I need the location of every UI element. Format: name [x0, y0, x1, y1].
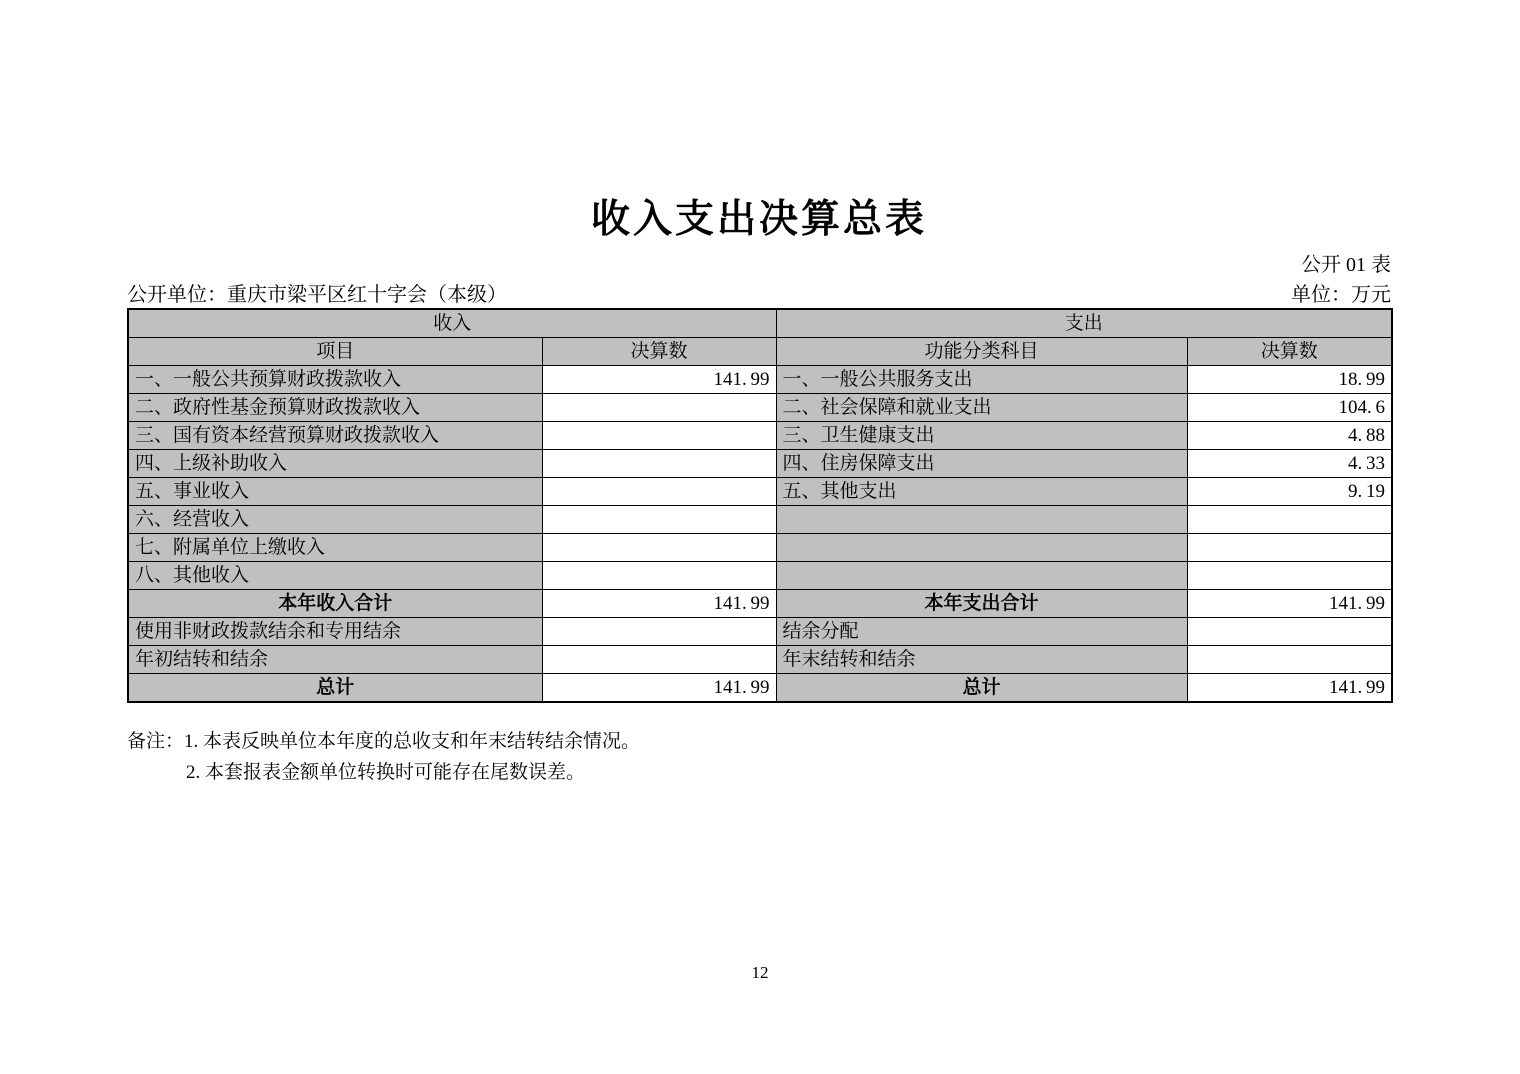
table-row: [128, 366, 1392, 394]
expense-value-cell: [1187, 534, 1392, 562]
expense-item-cell: 二、社会保障和就业支出: [776, 394, 1187, 422]
note-line: 2. 本套报表金额单位转换时可能存在尾数误差。: [186, 762, 586, 783]
income-value-cell: [542, 646, 776, 674]
income-item-cell: 四、上级补助收入: [128, 450, 542, 478]
table-row: [128, 534, 1392, 562]
expense-item-cell: 一、一般公共服务支出: [776, 366, 1187, 394]
income-value-cell: 141. 99: [542, 674, 776, 703]
page-number: 12: [751, 963, 769, 982]
income-item-col-header: 项目: [128, 338, 542, 366]
income-value-cell: 141. 99: [542, 590, 776, 618]
table-row: [128, 422, 1392, 450]
expense-item-cell: 年末结转和结余: [776, 646, 1187, 674]
income-value-cell: 141. 99: [542, 366, 776, 394]
expense-item-col-header: 功能分类科目: [776, 338, 1187, 366]
table-row: [128, 674, 1392, 703]
unit-name-label: 公开单位：重庆市梁平区红十字会（本级）: [127, 284, 507, 306]
note-line: 备注：1. 本表反映单位本年度的总收支和年末结转结余情况。: [127, 731, 641, 752]
income-item-cell: 总计: [128, 674, 542, 703]
table-row: [128, 506, 1392, 534]
income-value-cell: [542, 506, 776, 534]
income-item-cell: 年初结转和结余: [128, 646, 542, 674]
income-value-cell: [542, 422, 776, 450]
income-item-cell: 二、政府性基金预算财政拨款收入: [128, 394, 542, 422]
table-row: [128, 618, 1392, 646]
income-value-cell: [542, 534, 776, 562]
income-item-cell: 三、国有资本经营预算财政拨款收入: [128, 422, 542, 450]
expense-item-cell: 五、其他支出: [776, 478, 1187, 506]
currency-unit-label: 单位：万元: [1291, 284, 1391, 306]
income-section-header: 收入: [128, 309, 776, 338]
expense-value-cell: 4. 88: [1187, 422, 1392, 450]
income-item-cell: 七、附属单位上缴收入: [128, 534, 542, 562]
table-row: [128, 562, 1392, 590]
expense-item-cell: 结余分配: [776, 618, 1187, 646]
expense-value-cell: [1187, 506, 1392, 534]
meta-row: [127, 278, 1391, 307]
notes: [127, 726, 640, 788]
income-item-cell: 八、其他收入: [128, 562, 542, 590]
table-row: [128, 394, 1392, 422]
table-row: [128, 646, 1392, 674]
expense-item-cell: 本年支出合计: [776, 590, 1187, 618]
budget-summary-table: [127, 308, 1393, 703]
income-item-cell: 一、一般公共预算财政拨款收入: [128, 366, 542, 394]
expense-item-cell: 三、卫生健康支出: [776, 422, 1187, 450]
income-item-cell: 六、经营收入: [128, 506, 542, 534]
section-header-row: [128, 309, 1392, 338]
expense-item-cell: 总计: [776, 674, 1187, 703]
expense-value-col-header: 决算数: [1187, 338, 1392, 366]
expense-value-cell: 141. 99: [1187, 590, 1392, 618]
expense-value-cell: 18. 99: [1187, 366, 1392, 394]
expense-item-cell: [776, 534, 1187, 562]
income-value-cell: [542, 394, 776, 422]
expense-value-cell: 141. 99: [1187, 674, 1392, 703]
expense-section-header: 支出: [776, 309, 1392, 338]
income-item-cell: 本年收入合计: [128, 590, 542, 618]
expense-value-cell: 104. 6: [1187, 394, 1392, 422]
expense-value-cell: [1187, 618, 1392, 646]
table-body: [128, 366, 1392, 703]
expense-value-cell: 4. 33: [1187, 450, 1392, 478]
income-value-cell: [542, 562, 776, 590]
income-value-cell: [542, 618, 776, 646]
column-header-row: [128, 338, 1392, 366]
table-code: 公开 01 表: [1301, 254, 1391, 276]
expense-value-cell: [1187, 562, 1392, 590]
income-value-col-header: 决算数: [542, 338, 776, 366]
table-row: [128, 590, 1392, 618]
expense-item-cell: [776, 562, 1187, 590]
income-value-cell: [542, 478, 776, 506]
income-item-cell: 使用非财政拨款结余和专用结余: [128, 618, 542, 646]
income-item-cell: 五、事业收入: [128, 478, 542, 506]
expense-value-cell: [1187, 646, 1392, 674]
expense-value-cell: 9. 19: [1187, 478, 1392, 506]
table-row: [128, 450, 1392, 478]
expense-item-cell: 四、住房保障支出: [776, 450, 1187, 478]
page-title: 收入支出决算总表: [590, 198, 927, 241]
expense-item-cell: [776, 506, 1187, 534]
income-value-cell: [542, 450, 776, 478]
table-row: [128, 478, 1392, 506]
